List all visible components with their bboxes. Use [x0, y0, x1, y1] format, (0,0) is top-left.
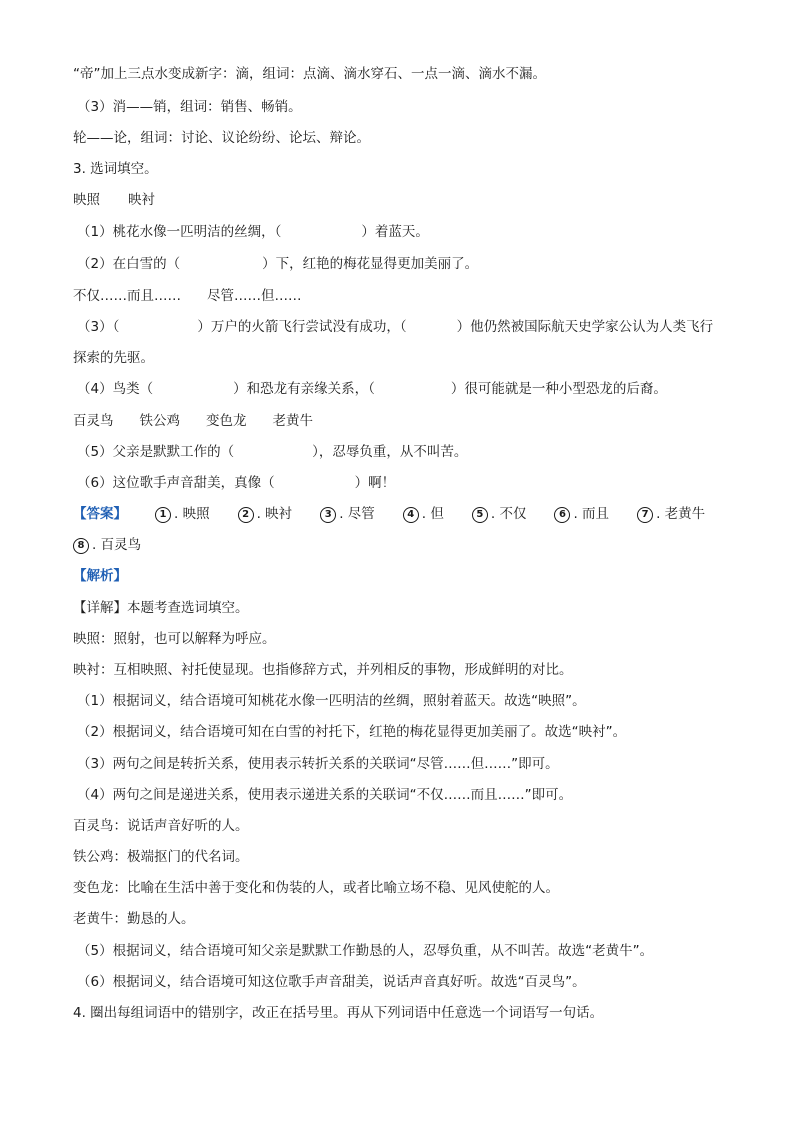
answer-number: 8	[73, 538, 89, 554]
text-line: 轮——论，组词：讨论、议论纷纷、论坛、辩论。	[73, 130, 370, 146]
sentence-text: ）很可能就是一种小型恐龙的后裔。	[450, 381, 667, 397]
analysis-line: （3）两句之间是转折关系，使用表示转折关系的关联词“尽管……但……”即可。	[77, 756, 559, 772]
sentence-text: ），忍辱负重，从不叫苦。	[312, 444, 468, 460]
answer-item	[238, 504, 293, 524]
analysis-line: （4）两句之间是递进关系，使用表示递进关系的关联词“不仅……而且……”即可。	[77, 787, 573, 803]
fill-sentence-4	[77, 379, 667, 399]
sentence-text: ）他仍然被国际航天史学家公认为人类飞行	[456, 319, 714, 335]
word-option: 映衬	[128, 192, 155, 208]
answer-number: 4	[403, 507, 419, 523]
word-option: 映照	[73, 192, 100, 208]
analysis-line: 百灵鸟：说话声音好听的人。	[73, 818, 249, 834]
answer-text: . 但	[421, 506, 444, 522]
fill-sentence-2	[77, 254, 478, 274]
answer-number: 6	[554, 507, 570, 523]
sentence-text: ）下，红艳的梅花显得更加美丽了。	[262, 256, 479, 272]
answer-text: . 而且	[573, 506, 610, 522]
word-group-1	[73, 190, 155, 210]
answer-number: 3	[320, 507, 336, 523]
analysis-line: 变色龙：比喻在生活中善于变化和伪装的人，或者比喻立场不稳、见风使舵的人。	[73, 880, 559, 896]
analysis-line: （2）根据词义，结合语境可知在白雪的衬托下，红艳的梅花显得更加美丽了。故选“映衬”。	[77, 724, 627, 740]
answer-number: 7	[637, 507, 653, 523]
answer-number: 2	[238, 507, 254, 523]
sentence-text: （5）父亲是默默工作的（	[77, 444, 235, 460]
answer-text: . 老黄牛	[656, 506, 706, 522]
analysis-line: 映照：照射，也可以解释为呼应。	[73, 631, 276, 647]
word-option: 铁公鸡	[139, 413, 180, 429]
sentence-text: （1）桃花水像一匹明洁的丝绸，（	[77, 224, 282, 240]
word-group-3	[73, 411, 313, 431]
text-line: “帝”加上三点水变成新字：滴，组词：点滴、滴水穿石、一点一滴、滴水不漏。	[73, 66, 546, 82]
word-option: 百灵鸟	[73, 413, 114, 429]
answer-item	[637, 504, 705, 524]
question-heading: 3. 选词填空。	[73, 161, 158, 177]
answer-text: . 不仅	[490, 506, 527, 522]
word-option: 变色龙	[206, 413, 247, 429]
word-option: 尽管……但……	[207, 288, 302, 304]
answer-number: 5	[472, 507, 488, 523]
word-group-2	[73, 286, 302, 306]
text-line: 探索的先驱。	[73, 350, 154, 366]
answer-item	[403, 504, 444, 524]
answer-row	[73, 504, 705, 524]
question-heading: 4. 圈出每组词语中的错别字，改正在括号里。再从下列词语中任意选一个词语写一句话。	[73, 1005, 604, 1021]
analysis-label	[73, 566, 127, 586]
sentence-text: ）万户的火箭飞行尝试没有成功，（	[197, 319, 407, 335]
answer-text: . 映照	[174, 506, 210, 522]
answer-text: . 百灵鸟	[92, 537, 142, 553]
sentence-text: ）和恐龙有亲缘关系，（	[233, 381, 375, 397]
sentence-text: ）着蓝天。	[361, 224, 429, 240]
sentence-text: （6）这位歌手声音甜美，真像（	[77, 475, 275, 491]
answer-number: 1	[155, 507, 171, 523]
sentence-text: （2）在白雪的（	[77, 256, 181, 272]
sentence-text: （3）（	[77, 319, 120, 335]
answer-item	[472, 504, 527, 524]
analysis-label-text: 【解析】	[73, 568, 127, 584]
fill-sentence-1	[77, 222, 429, 242]
word-option: 老黄牛	[272, 413, 313, 429]
analysis-line: 映衬：互相映照、衬托使显现。也指修辞方式，并列相反的事物，形成鲜明的对比。	[73, 662, 573, 678]
analysis-line: （5）根据词义，结合语境可知父亲是默默工作勤恳的人，忍辱负重，从不叫苦。故选“老黄牛”。	[77, 943, 654, 959]
sentence-text: ）啊！	[354, 475, 396, 491]
fill-sentence-3	[77, 317, 713, 337]
fill-sentence-5	[77, 442, 467, 462]
analysis-line: （6）根据词义，结合语境可知这位歌手声音甜美，说话声音真好听。故选“百灵鸟”。	[77, 974, 586, 990]
word-option: 不仅……而且……	[73, 288, 181, 304]
answer-item	[554, 504, 609, 524]
sentence-text: （4）鸟类（	[77, 381, 154, 397]
answer-item	[155, 504, 210, 524]
analysis-line: 老黄牛：勤恳的人。	[73, 911, 195, 927]
answer-text: . 尽管	[339, 506, 375, 522]
text-line: （3）消——销，组词：销售、畅销。	[77, 99, 302, 115]
analysis-line: （1）根据词义，结合语境可知桃花水像一匹明洁的丝绸，照射着蓝天。故选“映照”。	[77, 693, 586, 709]
analysis-line: 【详解】本题考查选词填空。	[73, 600, 249, 616]
answer-item	[320, 504, 375, 524]
answer-row-continued	[73, 535, 141, 555]
answer-label: 【答案】	[73, 506, 127, 522]
analysis-line: 铁公鸡：极端抠门的代名词。	[73, 849, 249, 865]
fill-sentence-6	[77, 473, 395, 493]
answer-text: . 映衬	[256, 506, 293, 522]
